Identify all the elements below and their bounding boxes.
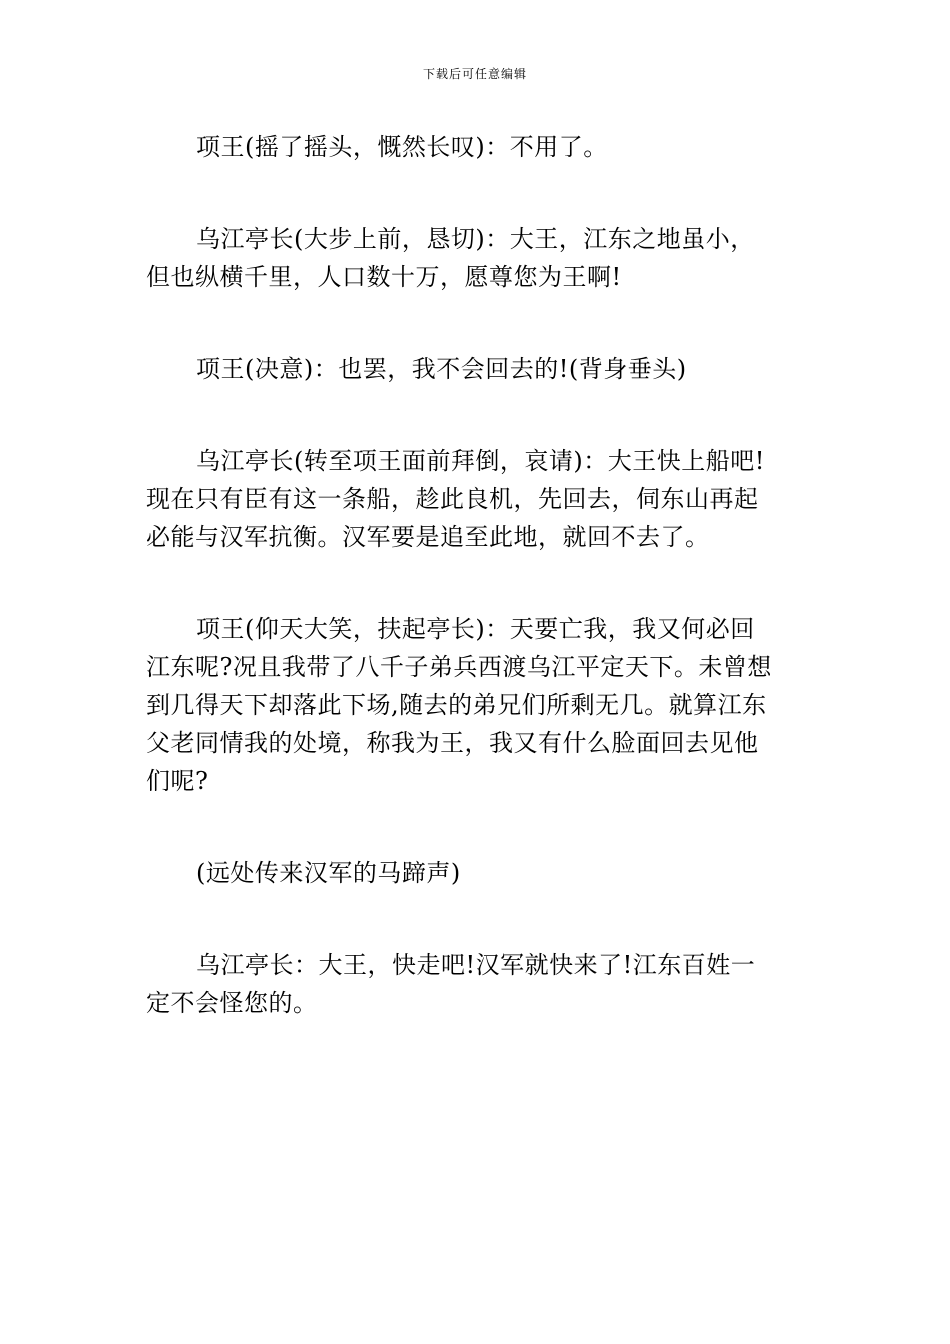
paragraph-1 [146, 128, 810, 166]
text-line: 必能与汉军抗衡。汉军要是追至此地，就回不去了。 [146, 523, 710, 551]
paragraph-2 [146, 220, 810, 296]
text-line: 定不会怪您的。 [146, 989, 318, 1017]
text-line: 项王(仰天大笑，扶起亭长)：天要亡我，我又何必回 [196, 615, 755, 643]
text-line: 到几得天下却落此下场,随去的弟兄们所剩无几。就算江东 [146, 691, 767, 719]
text-line: 项王(摇了摇头，慨然长叹)：不用了。 [196, 133, 608, 161]
document-body [146, 128, 810, 1076]
text-line: 乌江亭长(转至项王面前拜倒，哀请)：大王快上船吧! [196, 447, 765, 475]
text-line: 项王(决意)：也罢，我不会回去的!(背身垂头) [196, 355, 687, 383]
paragraph-4 [146, 442, 810, 556]
paragraph-6 [146, 854, 810, 892]
text-line: 乌江亭长(大步上前，恳切)：大王，江东之地虽小， [196, 225, 755, 253]
text-line: 江东呢?况且我带了八千子弟兵西渡乌江平定天下。未曾想 [146, 653, 772, 681]
paragraph-5 [146, 610, 810, 800]
page-header: 下载后可任意编辑 [422, 67, 527, 81]
text-line: 们呢? [146, 767, 209, 795]
paragraph-3 [146, 350, 810, 388]
paragraph-7 [146, 946, 810, 1022]
text-line: 现在只有臣有这一条船，趁此良机，先回去，伺东山再起 [146, 485, 759, 513]
text-line: 乌江亭长：大王，快走吧!汉军就快来了!江东百姓一 [196, 951, 756, 979]
text-line: (远处传来汉军的马蹄声) [196, 859, 461, 887]
text-line: 父老同情我的处境，称我为王，我又有什么脸面回去见他 [146, 729, 759, 757]
text-line: 但也纵横千里，人口数十万，愿尊您为王啊! [146, 263, 622, 291]
